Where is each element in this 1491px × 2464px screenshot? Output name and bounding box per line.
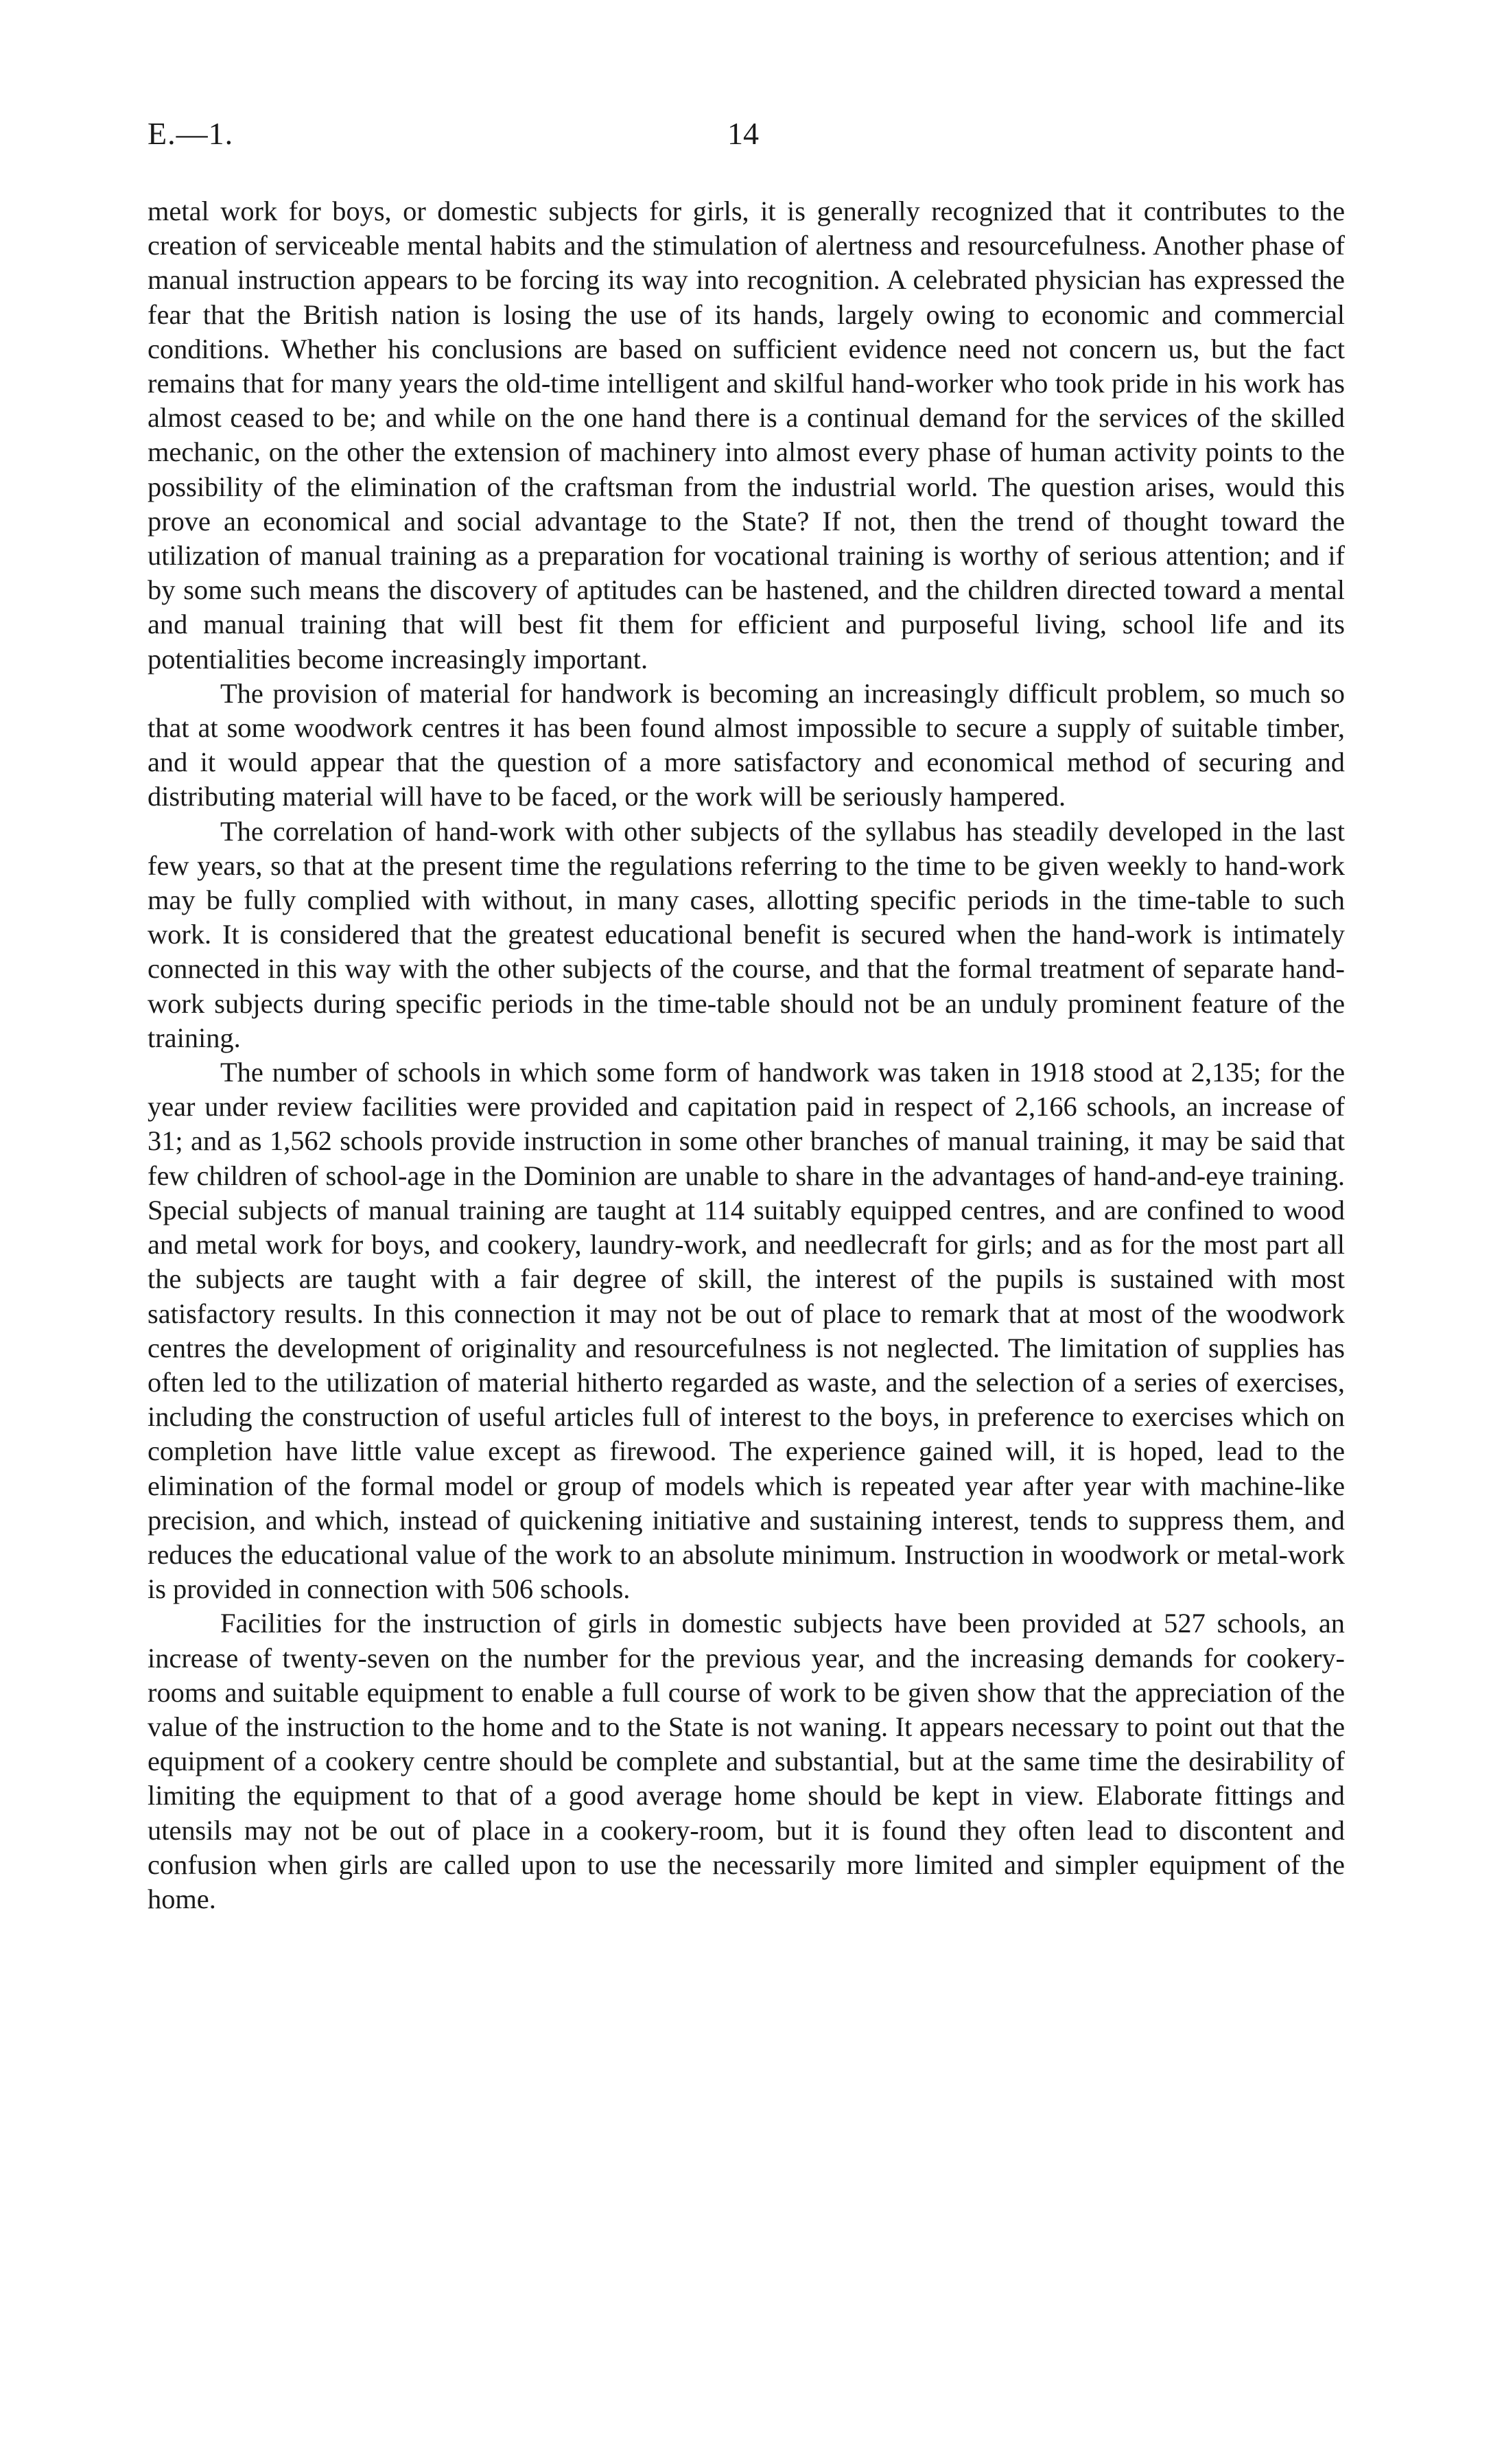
body-text (148, 194, 1345, 1916)
paragraph-handwork-material: The provision of material for handwork is becoming an increasingly difficult problem, so much so that at some woodwork centres it has been found almost impossible to secure a supply of suitable timber, and it would appear that the question of a more satisfactory and economical method of securing and distributing material will have to be faced, or the work will be seriously hampered. (148, 677, 1345, 812)
page-header (148, 115, 1345, 170)
document-reference: E.—1. (148, 116, 234, 151)
page-number: 14 (727, 116, 759, 151)
paragraph-handwork-correlation: The correlation of hand-work with other subjects of the syllabus has steadily developed in the last few years, so that at the present time the regulations referring to the time to be given weekly to hand-work may be fully complied with without, in many cases, allotting specific periods in the time-table to such work. It is considered that the greatest educational benefit is secured when the hand-work is intimately connected in this way with the other subjects of the course, and that the formal treatment of separate hand-work subjects during specific periods in the time-table should not be an unduly prominent feature of the training. (148, 815, 1345, 1053)
paragraph-domestic-subjects: Facilities for the instruction of girls in domestic subjects have been provided at 527 schools, an increase of twenty-seven on the number for the previous year, and the increasing demands for cookery-rooms and suitable equipment to enable a full course of work to be given show that the appreciation of the value of the instruction to the home and to the State is not waning. It appears necessary to point out that the equipment of a cookery centre should be complete and substantial, but at the same time the desirability of limiting the equipment to that of a good average home should be kept in view. Elaborate fittings and utensils may not be out of place in a cookery-room, but it is found they often lead to discontent and confusion when girls are called upon to use the necessarily more limited and simpler equipment of the home. (148, 1608, 1345, 1914)
paragraph-handwork-schools: The number of schools in which some form of handwork was taken in 1918 stood at 2,135; for the year under review facilities were provided and capitation paid in respect of 2,166 schools, an increase of 31; and as 1,562 schools provide instruction in some other branches of manual training, it may be said that few children of school-age in the Dominion are unable to share in the advantages of hand-and-eye training. Special subjects of manual training are taught at 114 suitably equipped centres, and are confined to wood and metal work for boys, and cookery, laundry-work, and needlecraft for girls; and as for the most part all the subjects are taught with a fair degree of skill, the interest of the pupils is sustained with most satisfactory results. In this connection it may not be out of place to remark that at most of the woodwork centres the development of originality and resourcefulness is not neglected. The limitation of supplies has often led to the utilization of material hitherto regarded as waste, and the selection of a series of exercises, including the construction of useful articles full of interest to the boys, in preference to exercises which on completion have little value except as firewood. The experience gained will, it is hoped, lead to the elimination of the formal model or group of models which is repeated year after year with machine-like precision, and which, instead of quickening initiative and sustaining interest, tends to suppress them, and reduces the educational value of the work to an absolute minimum. Instruction in woodwork or metal-work is provided in connection with 506 schools. (148, 1057, 1345, 1605)
paragraph-manual-instruction: metal work for boys, or domestic subjects for girls, it is generally recognized that it contributes to the creation of serviceable mental habits and the stimulation of alertness and resourcefulness. Another phase of manual instruction appears to be forcing its way into recognition. A celebrated physician has expressed the fear that the British nation is losing the use of its hands, largely owing to economic and commercial conditions. Whether his conclusions are based on sufficient evidence need not concern us, but the fact remains that for many years the old-time intelligent and skilful hand-worker who took pride in his work has almost ceased to be; and while on the one hand there is a continual demand for the services of the skilled mechanic, on the other the extension of machinery into almost every phase of human activity points to the possibility of the elimination of the craftsman from the industrial world. The question arises, would this prove an economical and social advantage to the State? If not, then the trend of thought toward the utilization of manual training as a preparation for vocational training is worthy of serious attention; and if by some such means the discovery of aptitudes can be hastened, and the children directed toward a mental and manual training that will best fit them for efficient and purposeful living, school life and its potentialities become increasingly important. (148, 196, 1345, 674)
